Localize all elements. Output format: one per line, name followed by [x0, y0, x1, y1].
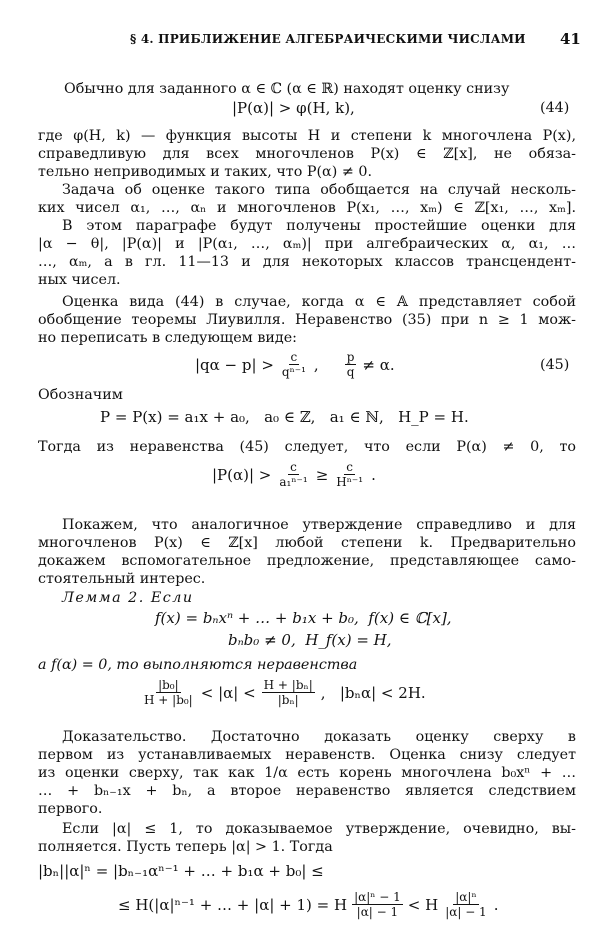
eq-bound-num2: c — [346, 460, 354, 474]
proof-num2: |α|ⁿ — [455, 890, 477, 904]
text-line: из оценки сверху, так как 1/α есть корень многочлена b₀xⁿ + … — [38, 765, 576, 781]
eq-bound-den2: Hⁿ⁻¹ — [336, 475, 364, 489]
eq-bound-num1: c — [290, 460, 297, 474]
ineq-mid: < |α| < — [200, 683, 256, 702]
proof-equation-2 — [118, 890, 498, 919]
eq-bound-left: |P(α)| > — [212, 465, 272, 484]
text-line: стоятельный интерес. — [38, 571, 206, 587]
text-line: Тогда из неравенства (45) следует, что если P(α) ≠ 0, то — [38, 439, 576, 455]
proof-equation-1: |bₙ||α|ⁿ = |bₙ₋₁αⁿ⁻¹ + … + b₁α + b₀| ≤ — [38, 862, 324, 880]
proof-frac2 — [443, 890, 489, 919]
eq45-fraction — [280, 350, 308, 379]
proof-eq2-left: ≤ H(|α|ⁿ⁻¹ + … + |α| + 1) = H — [118, 895, 348, 914]
text-line: Обозначим — [38, 387, 123, 403]
equation-number: (44) — [540, 100, 570, 116]
eq45-q: q — [346, 365, 355, 379]
proof-den1: |α| − 1 — [356, 905, 399, 919]
eq-bound-den1: a₁ⁿ⁻¹ — [279, 475, 308, 489]
proof-den2: |α| − 1 — [445, 905, 487, 919]
lemma-inequalities — [142, 678, 426, 707]
ineq-num2: H + |bₙ| — [263, 678, 313, 692]
text-line: ных чисел. — [38, 272, 121, 288]
text-line: |α − θ|, |P(α)| и |P(α₁, …, αₘ)| при алгебраических α, α₁, … — [38, 236, 576, 252]
proof-lt: < H — [407, 895, 439, 914]
proof-num1: |α|ⁿ − 1 — [354, 890, 401, 904]
text-line: полняется. Пусть теперь |α| > 1. Тогда — [38, 839, 333, 855]
eq45-num: c — [290, 350, 298, 364]
eq45-den: qⁿ⁻¹ — [281, 365, 306, 379]
lemma-equation-1: f(x) = bₙxⁿ + … + b₁x + b₀, f(x) ∈ ℂ[x], — [155, 609, 452, 627]
text-line: обобщение теоремы Лиувилля. Неравенство (35) при n ≥ 1 мож- — [38, 312, 576, 328]
equation-number: (45) — [540, 357, 570, 373]
lemma-heading: Лемма 2. Если — [62, 590, 194, 606]
text-line: первом из устанавливаемых неравенств. Оценка снизу следует — [38, 747, 576, 763]
equation-definition: P = P(x) = a₁x + a₀, a₀ ∈ ℤ, a₁ ∈ ℕ, H_P = H. — [100, 408, 469, 426]
text-line: но переписать в следующем виде: — [38, 330, 297, 346]
ineq-frac2 — [262, 678, 315, 707]
text-line: справедливую для всех многочленов P(x) ∈ ℤ[x], не обяза- — [38, 146, 576, 162]
page-number: 41 — [560, 30, 581, 48]
text-line: докажем вспомогательное предложение, представляющее само- — [38, 553, 576, 569]
text-line: где φ(H, k) — функция высоты H и степени k многочлена P(x), — [38, 128, 576, 144]
running-header: § 4. ПРИБЛИЖЕНИЕ АЛГЕБРАИЧЕСКИМИ ЧИСЛАМИ — [130, 32, 526, 46]
proof-dot: . — [493, 895, 499, 914]
text-line: а f(α) = 0, то выполняются неравенства — [38, 657, 358, 673]
ineq-frac1 — [142, 678, 195, 707]
eq45-left: |qα − p| > — [195, 355, 274, 374]
text-line: … + bₙ₋₁x + bₙ, а второе неравенство является следствием — [38, 783, 576, 799]
text-line: Обычно для заданного α ∈ ℂ (α ∈ ℝ) находят оценку снизу — [64, 81, 510, 97]
proof-frac1 — [352, 890, 403, 919]
text-line: первого. — [38, 801, 103, 817]
text-line: Покажем, что аналогичное утверждение справедливо и для — [62, 517, 576, 533]
equation-44: |P(α)| > φ(H, k), — [232, 99, 355, 117]
equation-45 — [195, 350, 395, 379]
eq-bound-dot: . — [371, 465, 376, 484]
eq-bound-ge: ≥ — [315, 465, 329, 484]
lemma-equation-2: bₙb₀ ≠ 0, H_f(x) = H, — [228, 631, 392, 649]
eq45-comma: , — [313, 355, 319, 374]
text-line: многочленов P(x) ∈ ℤ[x] любой степени k. Предварительно — [38, 535, 576, 551]
text-line: Если |α| ≤ 1, то доказываемое утверждение, очевидно, вы- — [62, 821, 576, 837]
eq-bound-frac1 — [277, 460, 309, 489]
text-line: Задача об оценке такого типа обобщается на случай несколь- — [62, 182, 576, 198]
text-line: Доказательство. Достаточно доказать оценку сверху в — [62, 729, 576, 745]
eq45-ne: ≠ α. — [362, 355, 395, 374]
text-line: …, αₘ, а в гл. 11—13 и для некоторых классов трансцендент- — [38, 254, 576, 270]
text-line: В этом параграфе будут получены простейшие оценки для — [62, 218, 576, 234]
text-line: ких чисел α₁, …, αₙ и многочленов P(x₁, …, xₘ) ∈ ℤ[x₁, …, xₘ]. — [38, 200, 576, 216]
ineq-num1: |b₀| — [158, 678, 179, 692]
ineq-tail: , |bₙα| < 2H. — [320, 683, 426, 702]
eq45-pq — [345, 350, 357, 379]
text-line: Оценка вида (44) в случае, когда α ∈ 𝔸 представляет собой — [62, 294, 576, 310]
eq45-p: p — [346, 350, 355, 364]
ineq-den2: |bₙ| — [277, 693, 299, 707]
eq-bound-frac2 — [334, 460, 365, 489]
equation-bound — [212, 460, 376, 489]
text-line: тельно неприводимых и таких, что P(α) ≠ 0. — [38, 164, 372, 180]
ineq-den1: H + |b₀| — [144, 693, 193, 707]
